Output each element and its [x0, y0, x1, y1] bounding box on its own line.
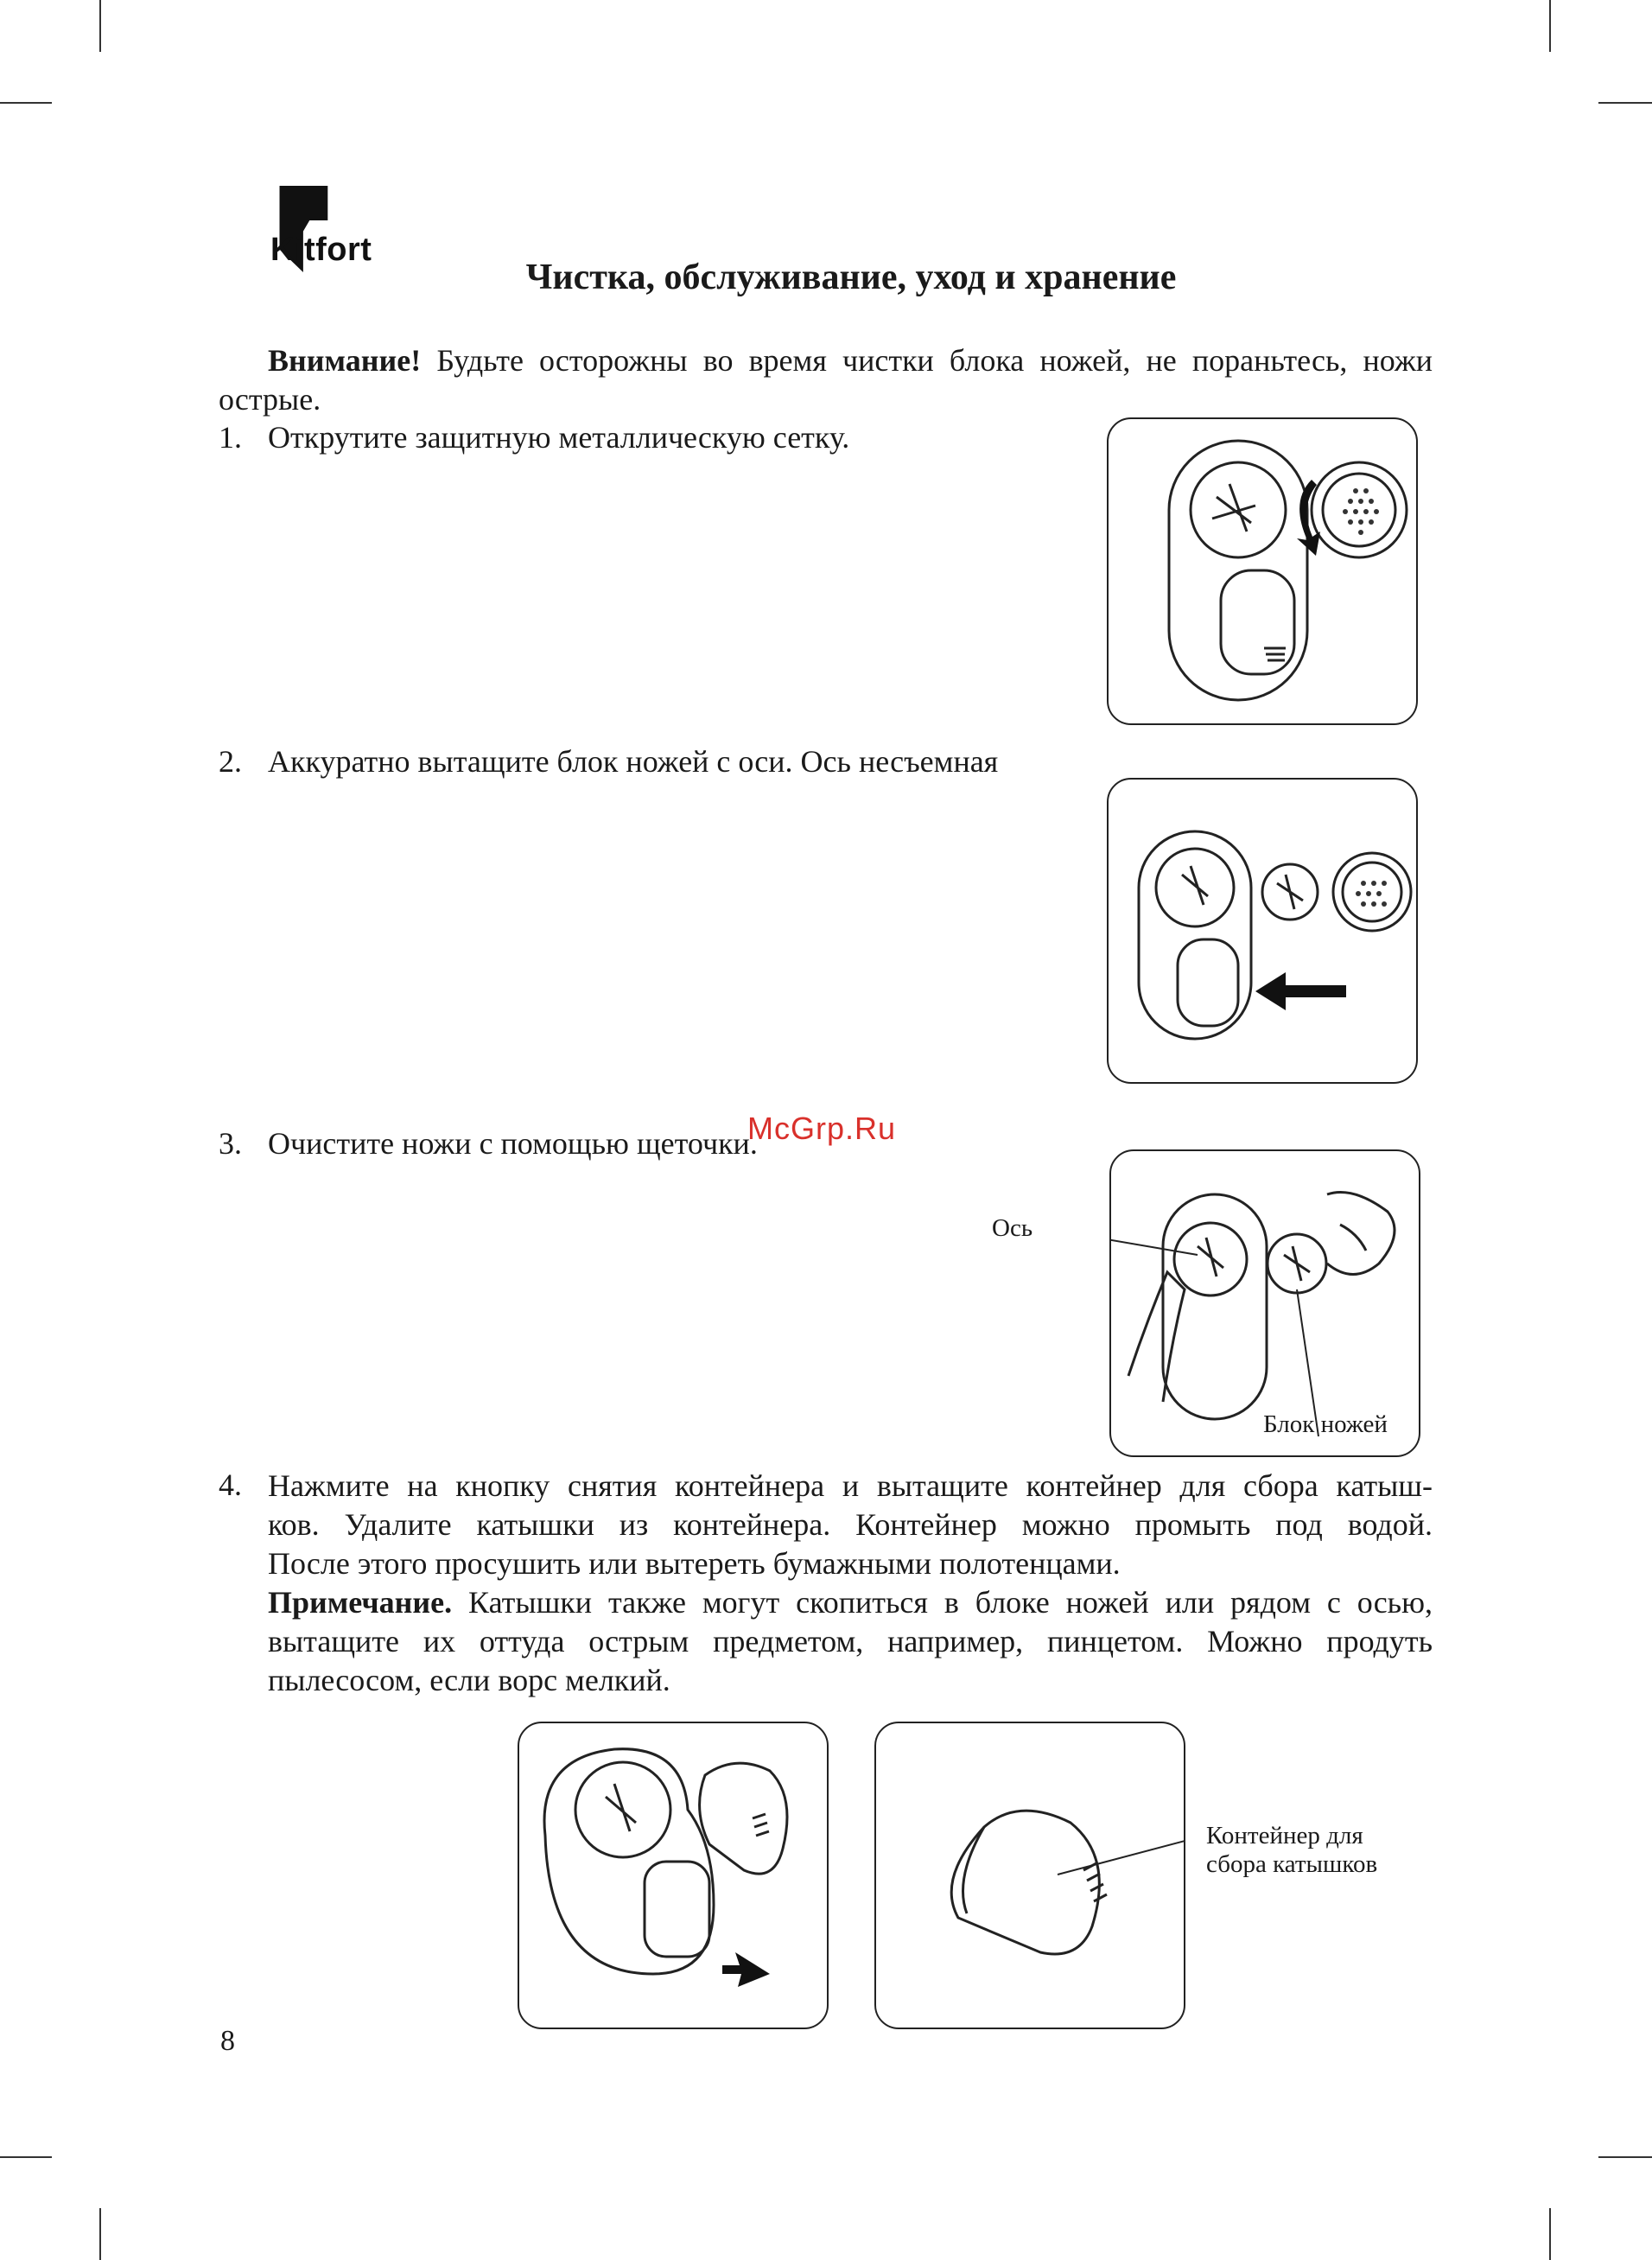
crop-mark	[1598, 2156, 1652, 2158]
figure-container	[874, 1722, 1185, 2029]
step-4-number: 4.	[219, 1467, 242, 1502]
figure-remove-blades	[1107, 778, 1418, 1084]
note-label: Примечание.	[268, 1585, 453, 1620]
crop-mark	[99, 0, 101, 52]
axis-callout: Ось	[992, 1214, 1033, 1242]
container-callout-line: Контейнер для	[1206, 1822, 1363, 1849]
blade-block-callout: Блок ножей	[1263, 1410, 1388, 1438]
step-4-text	[268, 1467, 1433, 1700]
step-4-line: Нажмите на кнопку снятия контейнера и вытащите контейнер для сбора катыш-	[268, 1468, 1433, 1503]
note-line: пылесосом, если ворс мелкий.	[268, 1663, 670, 1697]
page-title: Чистка, обслуживание, уход и хранение	[525, 258, 1177, 297]
crop-mark	[0, 2156, 52, 2158]
container-callout-line: сбора катышков	[1206, 1850, 1378, 1878]
crop-mark	[1549, 0, 1551, 52]
step-3-text: Очистите ножи с помощью щеточки.	[268, 1126, 758, 1161]
warning-text: Будьте осторожны во время чистки блока ножей, не пораньтесь, ножи острые.	[219, 343, 1433, 417]
crop-mark	[0, 102, 52, 104]
step-4-line: После этого просушить или вытереть бумажными полотенцами.	[268, 1546, 1121, 1581]
step-2-text: Аккуратно вытащите блок ножей с оси. Ось несъемная	[268, 744, 999, 779]
warning-label: Внимание!	[268, 343, 422, 378]
note-line: вытащите их оттуда острым предметом, например, пинцетом. Можно продуть	[268, 1624, 1433, 1658]
crop-mark	[99, 2208, 101, 2260]
watermark: McGrp.Ru	[747, 1111, 897, 1146]
step-2-number: 2.	[219, 744, 242, 779]
figure-container-removal	[518, 1722, 829, 2029]
step-3-number: 3.	[219, 1126, 242, 1161]
crop-mark	[1549, 2208, 1551, 2260]
crop-mark	[1598, 102, 1652, 104]
container-callout	[1206, 1822, 1377, 1879]
step-1-text: Открутите защитную металлическую сетку.	[268, 420, 850, 455]
step-1-number: 1.	[219, 420, 242, 455]
step-4-line: ков. Удалите катышки из контейнера. Контейнер можно промыть под водой.	[268, 1507, 1433, 1542]
warning-paragraph	[219, 341, 1433, 419]
page-number: 8	[220, 2025, 235, 2057]
brand-name: Kitfort	[270, 232, 372, 268]
figure-unscrew-mesh	[1107, 417, 1418, 725]
note-line: Катышки также могут скопиться в блоке ножей или рядом с осью,	[452, 1585, 1433, 1620]
